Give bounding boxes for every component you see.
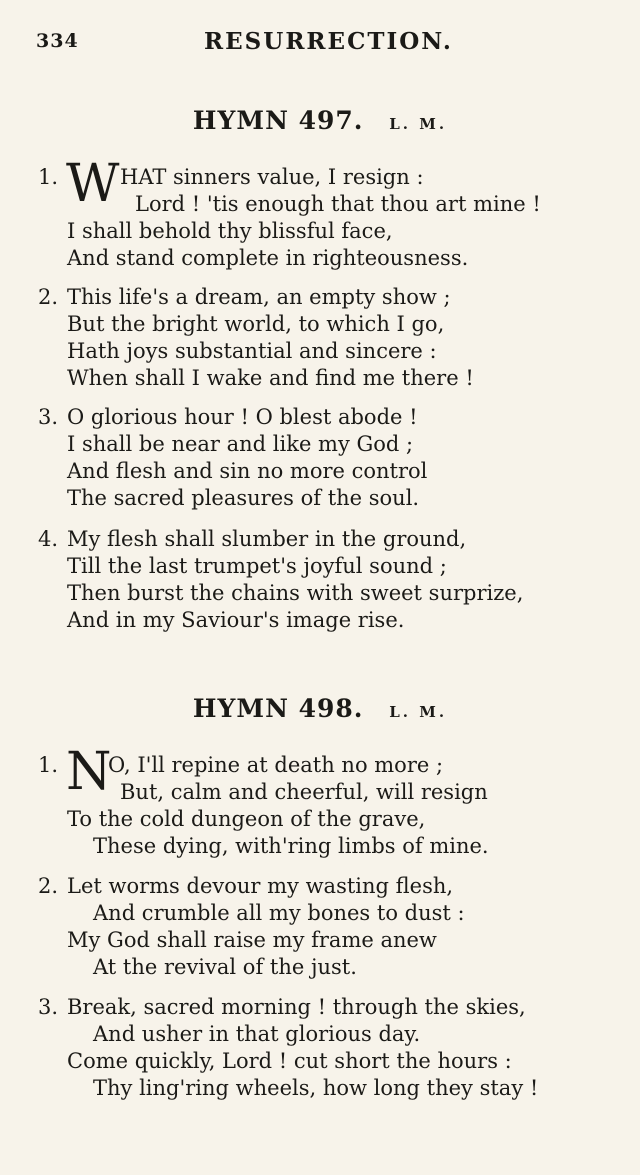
stanza-line (38, 1075, 598, 1102)
line-text: These dying, with'ring limbs of mine. (93, 834, 489, 858)
drop-cap: N (66, 742, 112, 802)
line-text: Thy ling'ring wheels, how long they stay ! (93, 1076, 539, 1100)
stanza-line (38, 607, 598, 634)
stanza-line (38, 431, 598, 458)
line-text: My God shall raise my frame anew (67, 928, 437, 952)
stanza-line (38, 833, 598, 860)
stanza (38, 742, 598, 860)
hymn-meter: L. M. (389, 115, 448, 133)
line-text: I shall be near and like my God ; (67, 432, 414, 456)
stanza-line (38, 218, 598, 245)
drop-cap: W (66, 154, 120, 214)
stanza-line (38, 553, 598, 580)
line-text: Let worms devour my wasting flesh, (67, 874, 454, 898)
line-text: And usher in that glorious day. (93, 1022, 421, 1046)
line-text: And flesh and sin no more control (67, 459, 428, 483)
stanza-line (38, 954, 598, 981)
line-text: Come quickly, Lord ! cut short the hours : (67, 1049, 512, 1073)
line-text: Then burst the chains with sweet surprize, (67, 581, 524, 605)
line-text: And stand complete in righteousness. (67, 246, 469, 270)
page-number: 334 (36, 30, 79, 52)
stanza-line (38, 779, 598, 806)
line-text: When shall I wake and find me there ! (67, 366, 474, 390)
hymn-title: HYMN 498. (192, 694, 364, 723)
stanza-line (38, 311, 598, 338)
line-text: To the cold dungeon of the grave, (67, 807, 426, 831)
line-text: HAT sinners value, I resign : (120, 165, 424, 189)
stanza-line (38, 927, 598, 954)
stanza-line (38, 580, 598, 607)
stanza-line (38, 873, 598, 900)
verse-number: 4. (38, 527, 59, 551)
line-text: O glorious hour ! O blest abode ! (67, 405, 418, 429)
stanza-line (38, 526, 598, 553)
hymn-meter: L. M. (389, 703, 448, 721)
running-header (36, 26, 600, 60)
stanza-line (38, 1048, 598, 1075)
stanza-line (38, 284, 598, 311)
stanza-line (38, 994, 598, 1021)
line-text: The sacred pleasures of the soul. (67, 486, 420, 510)
stanza-line (38, 485, 598, 512)
line-text: And crumble all my bones to dust : (93, 901, 465, 925)
line-text: But the bright world, to which I go, (67, 312, 445, 336)
line-text: O, I'll repine at death no more ; (108, 753, 444, 777)
line-text: This life's a dream, an empty show ; (67, 285, 451, 309)
stanza-line (38, 365, 598, 392)
line-text: Till the last trumpet's joyful sound ; (67, 554, 447, 578)
stanza (38, 873, 598, 981)
stanza-line (38, 900, 598, 927)
verse-number: 3. (38, 405, 59, 429)
running-title: RESURRECTION. (204, 28, 453, 55)
stanza-line (38, 191, 598, 218)
hymn-title: HYMN 497. (192, 106, 364, 135)
hymn-heading (0, 106, 640, 135)
stanza-line (38, 1021, 598, 1048)
stanza (38, 404, 598, 512)
verse-number: 2. (38, 285, 59, 309)
stanza-line (38, 458, 598, 485)
line-text: Hath joys substantial and sincere : (67, 339, 437, 363)
verse-number: 2. (38, 874, 59, 898)
line-text: I shall behold thy blissful face, (67, 219, 393, 243)
verse-number: 1. (38, 165, 59, 189)
stanza (38, 284, 598, 392)
line-text: Break, sacred morning ! through the skies, (67, 995, 526, 1019)
line-text: But, calm and cheerful, will resign (120, 780, 488, 804)
stanza-line (38, 404, 598, 431)
hymn-heading (0, 694, 640, 723)
stanza (38, 154, 598, 272)
verse-number: 1. (38, 753, 59, 777)
stanza-line (38, 806, 598, 833)
stanza (38, 526, 598, 634)
line-text: At the revival of the just. (93, 955, 357, 979)
line-text: And in my Saviour's image rise. (67, 608, 405, 632)
stanza (38, 994, 598, 1102)
stanza-line (38, 338, 598, 365)
line-text: Lord ! 'tis enough that thou art mine ! (135, 192, 541, 216)
stanza-line (38, 245, 598, 272)
verse-number: 3. (38, 995, 59, 1019)
line-text: My flesh shall slumber in the ground, (67, 527, 467, 551)
